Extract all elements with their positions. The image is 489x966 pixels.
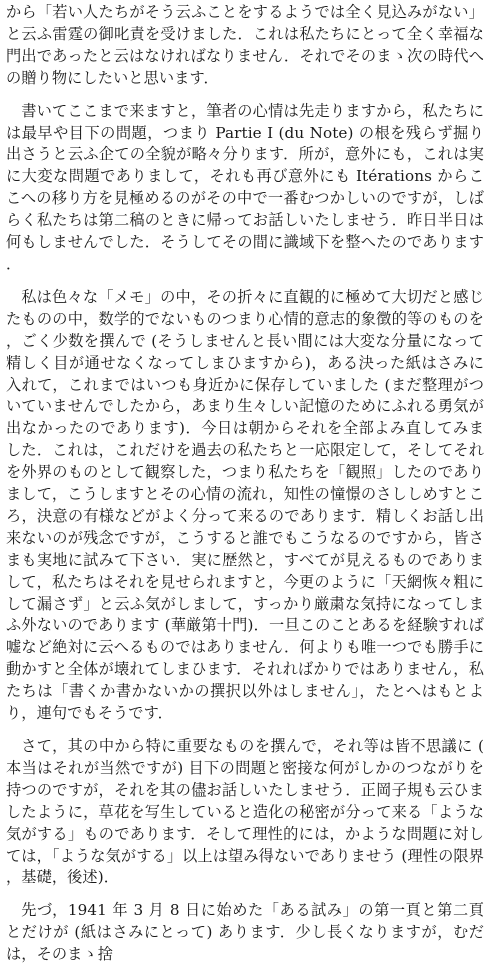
paragraph-gap [6, 889, 484, 900]
paragraph-4: さて，其の中から特に重要なものを撰んで，それ等は皆不思議に (本当はそれが当然ですが) 目下の問題と密接な何がしかのつながりを持つのですが，それを其の儘お話しいたしませう．正岡子規も云ひましたように，草花を写生していると造化の秘密が分って来る「ような気がする」ものであります．そして理性的には，かような問題に対しては，「ような気がする」以上は望み得ないでありませう (理性の限界，基礎，後述)． [6, 737, 484, 887]
paragraph-gap [6, 276, 484, 287]
paragraph-5: 先づ，1941 年 3 月 8 日に始めた「ある試み」の第一頁と第二頁とだけが (紙はさみにとって) あります．少し長くなりますが，むだは，そのまゝ捨 [6, 901, 484, 964]
paragraph-3: 私は色々な「メモ」の中，その折々に直観的に極めて大切だと感じたものの中，数学的でないものつまり心情的意志的象徴的等のものを，ごく少数を撰んで (そうしませんと長い間には大変な分量になって精しく目が通せなくなってしまひますから)，ある決った紙はさみに入れて，これまではいつも身近かに保存していました (まだ整理がついていませんでしたから，あまり生々しい記憶のためにふれる勇気が出なかったのであります)．今日は朝からそれを全部よみ直してみました．これは，これだけを過去の私たちと一応限定して，そしてそれを外界のものとして観察した，つまり私たちを「観照」したのでありまして，こうしますとその心情の流れ，知性の憧憬のさししめすところ，決意の有様などがよく分って来るのであります．精しくお話し出来ないのが残念ですが，こうすると誰でもこうなるのですから，皆さまも実地に試みて下さい．実に歴然と，すべてが見えるものでありまして，私たちはそれを見せられますと，今更のように「天網恢々粗にして漏さず」と云ふ気がしまして，すっかり厳粛な気持になってしまふ外ないのであります (華厳第十門)．一旦このことあるを経験すれば嘘など絶対に云へるものではありません．何よりも唯一つでも勝手に動かすと全体が壊れてしまひます．それればかりではありません，私たちは「書くか書かないかの撰択以外はしません」，たとへはもとより，連句でもそうです． [6, 287, 484, 723]
paragraph-gap [6, 725, 484, 736]
paragraph-1: から「若い人たちがそう云ふことをするようでは全く見込みがない」と云ふ雷霆の御叱責を受けました．これは私たちにとって全く幸福な門出であったと云はなければなりません．それでそのまゝ次の時代への贈り物にしたいと思います． [6, 3, 484, 87]
document-page [6, 2, 484, 964]
paragraph-2: 書いてここまで来ますと，筆者の心情は先走りますから，私たちには最早や目下の問題，つまり Partie I (du Note) の根を残らず掘り出さうと云ふ企ての全貌が略々分ります．所が，意外にも，これは実に大変な問題でありまして，それも再び意外にも Itérations からここへの移り方を見極めるのがその中で一番むつかしいのですが，しばらく私たちは第二稿のときに帰ってお話しいたしませう．昨日半日は何もしませんでした．そうしてその間に識域下を整へたのであります． [6, 101, 484, 273]
paragraph-gap [6, 90, 484, 101]
